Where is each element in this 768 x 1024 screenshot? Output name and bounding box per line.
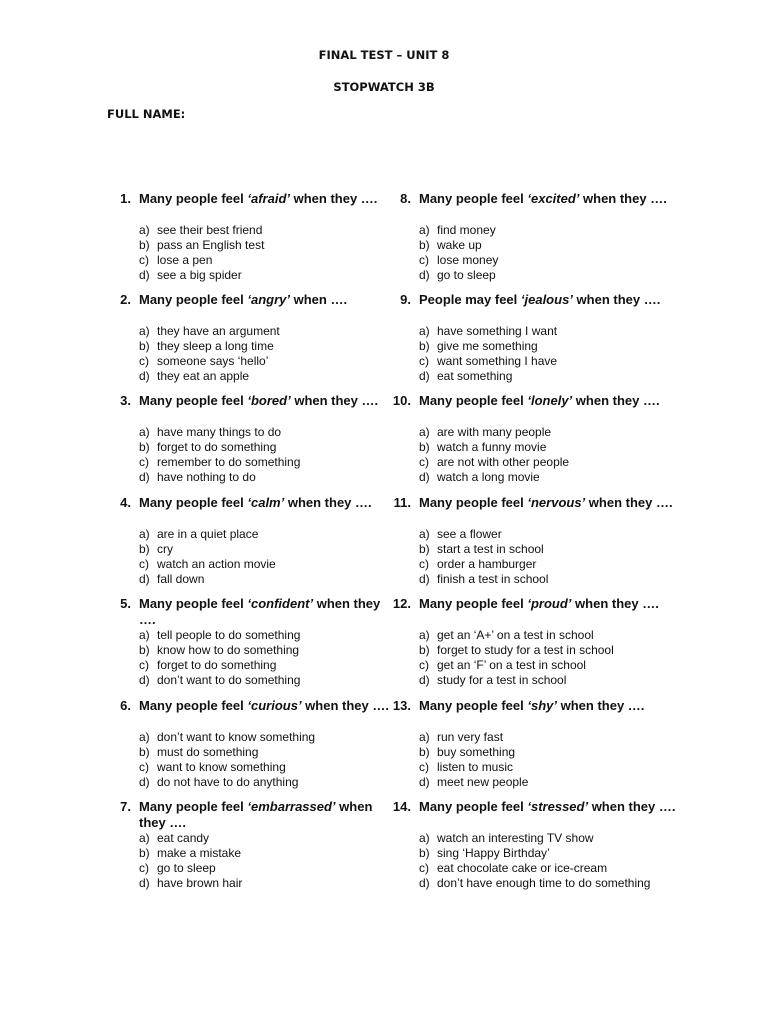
answer-option bbox=[419, 557, 548, 572]
option-letter: d) bbox=[139, 775, 150, 789]
question-number: 14. bbox=[392, 799, 411, 814]
question-stem bbox=[419, 698, 677, 714]
answer-option bbox=[139, 354, 280, 369]
answer-option bbox=[139, 673, 300, 688]
option-text: pass an English test bbox=[157, 238, 265, 252]
option-letter: c) bbox=[139, 658, 149, 672]
feeling-word: ‘excited’ bbox=[527, 191, 580, 206]
option-letter: c) bbox=[419, 861, 429, 875]
option-letter: d) bbox=[139, 673, 150, 687]
answer-option bbox=[419, 455, 569, 470]
option-text: see a flower bbox=[437, 527, 502, 541]
answer-option bbox=[139, 775, 315, 790]
question-stem bbox=[419, 393, 677, 409]
answer-option bbox=[139, 470, 300, 485]
answer-option bbox=[139, 572, 276, 587]
option-letter: a) bbox=[139, 831, 150, 845]
answer-option bbox=[419, 354, 557, 369]
option-letter: b) bbox=[419, 542, 430, 556]
option-text: get an ‘A+’ on a test in school bbox=[437, 628, 594, 642]
option-letter: a) bbox=[419, 223, 430, 237]
option-letter: c) bbox=[419, 658, 429, 672]
option-letter: d) bbox=[419, 775, 430, 789]
question-stem bbox=[419, 292, 677, 308]
option-letter: b) bbox=[419, 339, 430, 353]
stem-text: when they …. bbox=[579, 191, 667, 206]
answer-option bbox=[419, 238, 498, 253]
stem-text: Many people feel bbox=[139, 698, 248, 713]
feeling-word: ‘confident’ bbox=[247, 596, 314, 611]
answer-option bbox=[419, 730, 528, 745]
answer-options bbox=[139, 831, 242, 891]
feeling-word: ‘bored’ bbox=[247, 393, 291, 408]
option-text: eat chocolate cake or ice-cream bbox=[437, 861, 608, 875]
answer-option bbox=[139, 745, 315, 760]
stem-text: Many people feel bbox=[139, 292, 248, 307]
option-text: watch a funny movie bbox=[437, 440, 547, 454]
option-text: order a hamburger bbox=[437, 557, 537, 571]
feeling-word: ‘curious’ bbox=[247, 698, 302, 713]
answer-option bbox=[419, 628, 614, 643]
option-letter: b) bbox=[139, 339, 150, 353]
question-stem bbox=[419, 191, 677, 207]
option-text: study for a test in school bbox=[437, 673, 567, 687]
option-letter: d) bbox=[419, 268, 430, 282]
stem-text: when …. bbox=[290, 292, 348, 307]
answer-option bbox=[419, 470, 569, 485]
answer-options bbox=[139, 628, 300, 688]
option-text: give me something bbox=[437, 339, 538, 353]
answer-option bbox=[419, 876, 650, 891]
option-text: don’t have enough time to do something bbox=[437, 876, 651, 890]
answer-option bbox=[139, 730, 315, 745]
option-letter: a) bbox=[139, 527, 150, 541]
stem-text: when they …. bbox=[572, 393, 660, 408]
stem-text: Many people feel bbox=[419, 495, 528, 510]
question-stem bbox=[139, 495, 397, 511]
option-letter: c) bbox=[419, 354, 429, 368]
option-text: cry bbox=[157, 542, 173, 556]
option-text: forget to do something bbox=[157, 440, 277, 454]
stem-text: People may feel bbox=[419, 292, 521, 307]
answer-options bbox=[419, 223, 498, 283]
answer-option bbox=[139, 339, 280, 354]
feeling-word: ‘proud’ bbox=[527, 596, 572, 611]
answer-options bbox=[419, 831, 650, 891]
stem-text: Many people feel bbox=[419, 393, 528, 408]
answer-option bbox=[419, 831, 650, 846]
option-text: make a mistake bbox=[157, 846, 242, 860]
answer-option bbox=[419, 369, 557, 384]
option-letter: d) bbox=[419, 876, 430, 890]
answer-options bbox=[419, 730, 528, 790]
option-text: go to sleep bbox=[437, 268, 496, 282]
option-text: don’t want to know something bbox=[157, 730, 316, 744]
stem-text: Many people feel bbox=[419, 191, 528, 206]
answer-option bbox=[139, 253, 264, 268]
answer-option bbox=[419, 745, 528, 760]
stem-text: when they …. bbox=[588, 799, 676, 814]
answer-option bbox=[139, 643, 300, 658]
answer-option bbox=[139, 876, 242, 891]
option-letter: c) bbox=[139, 253, 149, 267]
option-text: run very fast bbox=[437, 730, 504, 744]
option-text: remember to do something bbox=[157, 455, 301, 469]
feeling-word: ‘nervous’ bbox=[527, 495, 586, 510]
option-text: lose money bbox=[437, 253, 499, 267]
stem-text: Many people feel bbox=[419, 596, 528, 611]
option-text: they sleep a long time bbox=[157, 339, 274, 353]
option-letter: d) bbox=[139, 369, 150, 383]
answer-option bbox=[139, 658, 300, 673]
option-text: watch an action movie bbox=[157, 557, 276, 571]
option-text: they have an argument bbox=[157, 324, 280, 338]
stem-text: when they …. bbox=[585, 495, 673, 510]
answer-option bbox=[139, 760, 315, 775]
option-text: eat something bbox=[437, 369, 513, 383]
answer-option bbox=[139, 268, 264, 283]
stem-text: when they …. bbox=[572, 292, 661, 307]
answer-option bbox=[419, 658, 614, 673]
option-letter: b) bbox=[419, 846, 430, 860]
option-letter: a) bbox=[419, 527, 430, 541]
option-letter: d) bbox=[419, 673, 430, 687]
option-letter: d) bbox=[139, 876, 150, 890]
stem-text: when they …. bbox=[290, 191, 378, 206]
option-letter: b) bbox=[139, 643, 150, 657]
option-text: see their best friend bbox=[157, 223, 263, 237]
option-letter: c) bbox=[139, 455, 149, 469]
stem-text: Many people feel bbox=[139, 191, 248, 206]
stem-text: when they …. bbox=[571, 596, 659, 611]
option-text: want something I have bbox=[437, 354, 558, 368]
answer-option bbox=[139, 223, 264, 238]
stem-text: Many people feel bbox=[139, 393, 248, 408]
option-text: sing ‘Happy Birthday’ bbox=[437, 846, 550, 860]
question-number: 6. bbox=[120, 698, 131, 713]
option-text: see a big spider bbox=[157, 268, 242, 282]
option-text: forget to study for a test in school bbox=[437, 643, 614, 657]
option-text: lose a pen bbox=[157, 253, 213, 267]
option-text: someone says ‘hello’ bbox=[157, 354, 269, 368]
feeling-word: ‘calm’ bbox=[247, 495, 285, 510]
answer-option bbox=[139, 542, 276, 557]
option-letter: b) bbox=[139, 440, 150, 454]
question-number: 4. bbox=[120, 495, 131, 510]
question-number: 5. bbox=[120, 596, 131, 611]
answer-option bbox=[419, 527, 548, 542]
answer-option bbox=[419, 542, 548, 557]
answer-option bbox=[419, 846, 650, 861]
answer-option bbox=[139, 455, 300, 470]
feeling-word: ‘jealous’ bbox=[520, 292, 573, 307]
option-text: fall down bbox=[157, 572, 205, 586]
answer-option bbox=[419, 339, 557, 354]
option-letter: c) bbox=[139, 861, 149, 875]
answer-option bbox=[419, 440, 569, 455]
option-text: must do something bbox=[157, 745, 259, 759]
stem-text: when they …. bbox=[557, 698, 645, 713]
option-text: want to know something bbox=[157, 760, 286, 774]
question-stem bbox=[139, 698, 397, 714]
option-text: finish a test in school bbox=[437, 572, 549, 586]
option-letter: a) bbox=[139, 628, 150, 642]
option-text: get an ‘F’ on a test in school bbox=[437, 658, 586, 672]
option-letter: a) bbox=[139, 223, 150, 237]
option-letter: c) bbox=[139, 760, 149, 774]
answer-options bbox=[419, 324, 557, 384]
option-text: don’t want to do something bbox=[157, 673, 301, 687]
option-letter: a) bbox=[419, 425, 430, 439]
answer-options bbox=[139, 730, 315, 790]
answer-option bbox=[419, 425, 569, 440]
option-letter: b) bbox=[139, 745, 150, 759]
option-letter: b) bbox=[139, 542, 150, 556]
option-text: are not with other people bbox=[437, 455, 570, 469]
option-letter: c) bbox=[139, 557, 149, 571]
option-letter: a) bbox=[419, 730, 430, 744]
question-number: 13. bbox=[392, 698, 411, 713]
answer-option bbox=[139, 324, 280, 339]
option-text: eat candy bbox=[157, 831, 210, 845]
option-letter: c) bbox=[419, 253, 429, 267]
question-number: 2. bbox=[120, 292, 131, 307]
question-stem bbox=[139, 596, 397, 628]
answer-options bbox=[139, 425, 300, 485]
option-letter: d) bbox=[419, 470, 430, 484]
answer-option bbox=[419, 253, 498, 268]
answer-option bbox=[139, 440, 300, 455]
question-stem bbox=[139, 799, 397, 831]
option-letter: b) bbox=[139, 238, 150, 252]
page-subtitle: STOPWATCH 3B bbox=[333, 80, 435, 94]
option-text: have something I want bbox=[437, 324, 558, 338]
answer-option bbox=[419, 673, 614, 688]
answer-option bbox=[139, 238, 264, 253]
option-text: are with many people bbox=[437, 425, 552, 439]
option-text: listen to music bbox=[437, 760, 514, 774]
answer-option bbox=[419, 643, 614, 658]
answer-option bbox=[139, 831, 242, 846]
option-text: forget to do something bbox=[157, 658, 277, 672]
option-text: have brown hair bbox=[157, 876, 243, 890]
stem-text: when they …. bbox=[284, 495, 372, 510]
option-letter: c) bbox=[419, 760, 429, 774]
option-letter: a) bbox=[139, 324, 150, 338]
option-text: meet new people bbox=[437, 775, 529, 789]
answer-option bbox=[419, 861, 650, 876]
feeling-word: ‘angry’ bbox=[247, 292, 290, 307]
answer-options bbox=[139, 527, 276, 587]
stem-text: Many people feel bbox=[419, 698, 528, 713]
option-letter: b) bbox=[419, 238, 430, 252]
option-letter: c) bbox=[139, 354, 149, 368]
question-number: 11. bbox=[393, 495, 411, 510]
stem-text: Many people feel bbox=[419, 799, 528, 814]
option-letter: d) bbox=[419, 369, 430, 383]
question-stem bbox=[419, 596, 677, 612]
question-stem bbox=[139, 191, 397, 207]
stem-text: when they …. bbox=[301, 698, 389, 713]
question-stem bbox=[419, 799, 677, 815]
option-text: tell people to do something bbox=[157, 628, 301, 642]
answer-option bbox=[419, 268, 498, 283]
answer-option bbox=[139, 846, 242, 861]
stem-text: Many people feel bbox=[139, 596, 248, 611]
question-stem bbox=[419, 495, 677, 511]
feeling-word: ‘shy’ bbox=[527, 698, 557, 713]
option-letter: c) bbox=[419, 557, 429, 571]
option-letter: d) bbox=[139, 268, 150, 282]
option-text: have many things to do bbox=[157, 425, 282, 439]
option-text: go to sleep bbox=[157, 861, 216, 875]
option-text: have nothing to do bbox=[157, 470, 256, 484]
answer-option bbox=[419, 775, 528, 790]
option-text: are in a quiet place bbox=[157, 527, 259, 541]
answer-options bbox=[139, 324, 280, 384]
answer-option bbox=[139, 425, 300, 440]
option-text: find money bbox=[437, 223, 496, 237]
feeling-word: ‘embarrassed’ bbox=[247, 799, 336, 814]
question-number: 1. bbox=[120, 191, 131, 206]
full-name-label: FULL NAME: bbox=[107, 107, 186, 121]
question-number: 8. bbox=[400, 191, 411, 206]
option-letter: a) bbox=[139, 425, 150, 439]
stem-text: when they …. bbox=[139, 799, 373, 830]
option-letter: d) bbox=[139, 470, 150, 484]
answer-option bbox=[419, 760, 528, 775]
option-letter: c) bbox=[419, 455, 429, 469]
answer-option bbox=[139, 861, 242, 876]
page-title: FINAL TEST – UNIT 8 bbox=[318, 48, 450, 62]
option-letter: b) bbox=[139, 846, 150, 860]
option-letter: a) bbox=[419, 628, 430, 642]
option-text: watch a long movie bbox=[437, 470, 540, 484]
option-letter: d) bbox=[419, 572, 430, 586]
feeling-word: ‘lonely’ bbox=[527, 393, 573, 408]
answer-option bbox=[139, 369, 280, 384]
question-stem bbox=[139, 292, 397, 308]
option-text: buy something bbox=[437, 745, 516, 759]
option-text: do not have to do anything bbox=[157, 775, 299, 789]
option-letter: a) bbox=[419, 831, 430, 845]
option-letter: b) bbox=[419, 745, 430, 759]
answer-options bbox=[419, 425, 569, 485]
answer-option bbox=[419, 223, 498, 238]
question-stem bbox=[139, 393, 397, 409]
answer-option bbox=[139, 628, 300, 643]
answer-options bbox=[419, 628, 614, 688]
answer-options bbox=[419, 527, 548, 587]
option-text: watch an interesting TV show bbox=[437, 831, 594, 845]
stem-text: Many people feel bbox=[139, 495, 248, 510]
answer-option bbox=[419, 324, 557, 339]
question-number: 12. bbox=[392, 596, 411, 611]
feeling-word: ‘stressed’ bbox=[527, 799, 589, 814]
option-text: they eat an apple bbox=[157, 369, 250, 383]
option-letter: a) bbox=[419, 324, 430, 338]
answer-options bbox=[139, 223, 264, 283]
question-number: 10. bbox=[392, 393, 411, 408]
answer-option bbox=[139, 527, 276, 542]
option-text: know how to do something bbox=[157, 643, 300, 657]
option-letter: a) bbox=[139, 730, 150, 744]
question-number: 3. bbox=[120, 393, 131, 408]
answer-option bbox=[139, 557, 276, 572]
stem-text: when they …. bbox=[290, 393, 379, 408]
question-number: 9. bbox=[400, 292, 411, 307]
option-text: wake up bbox=[437, 238, 482, 252]
feeling-word: ‘afraid’ bbox=[247, 191, 290, 206]
stem-text: Many people feel bbox=[139, 799, 248, 814]
answer-option bbox=[419, 572, 548, 587]
option-letter: d) bbox=[139, 572, 150, 586]
option-letter: b) bbox=[419, 643, 430, 657]
option-letter: b) bbox=[419, 440, 430, 454]
question-number: 7. bbox=[120, 799, 131, 814]
option-text: start a test in school bbox=[437, 542, 544, 556]
stem-text: when they …. bbox=[139, 596, 381, 627]
